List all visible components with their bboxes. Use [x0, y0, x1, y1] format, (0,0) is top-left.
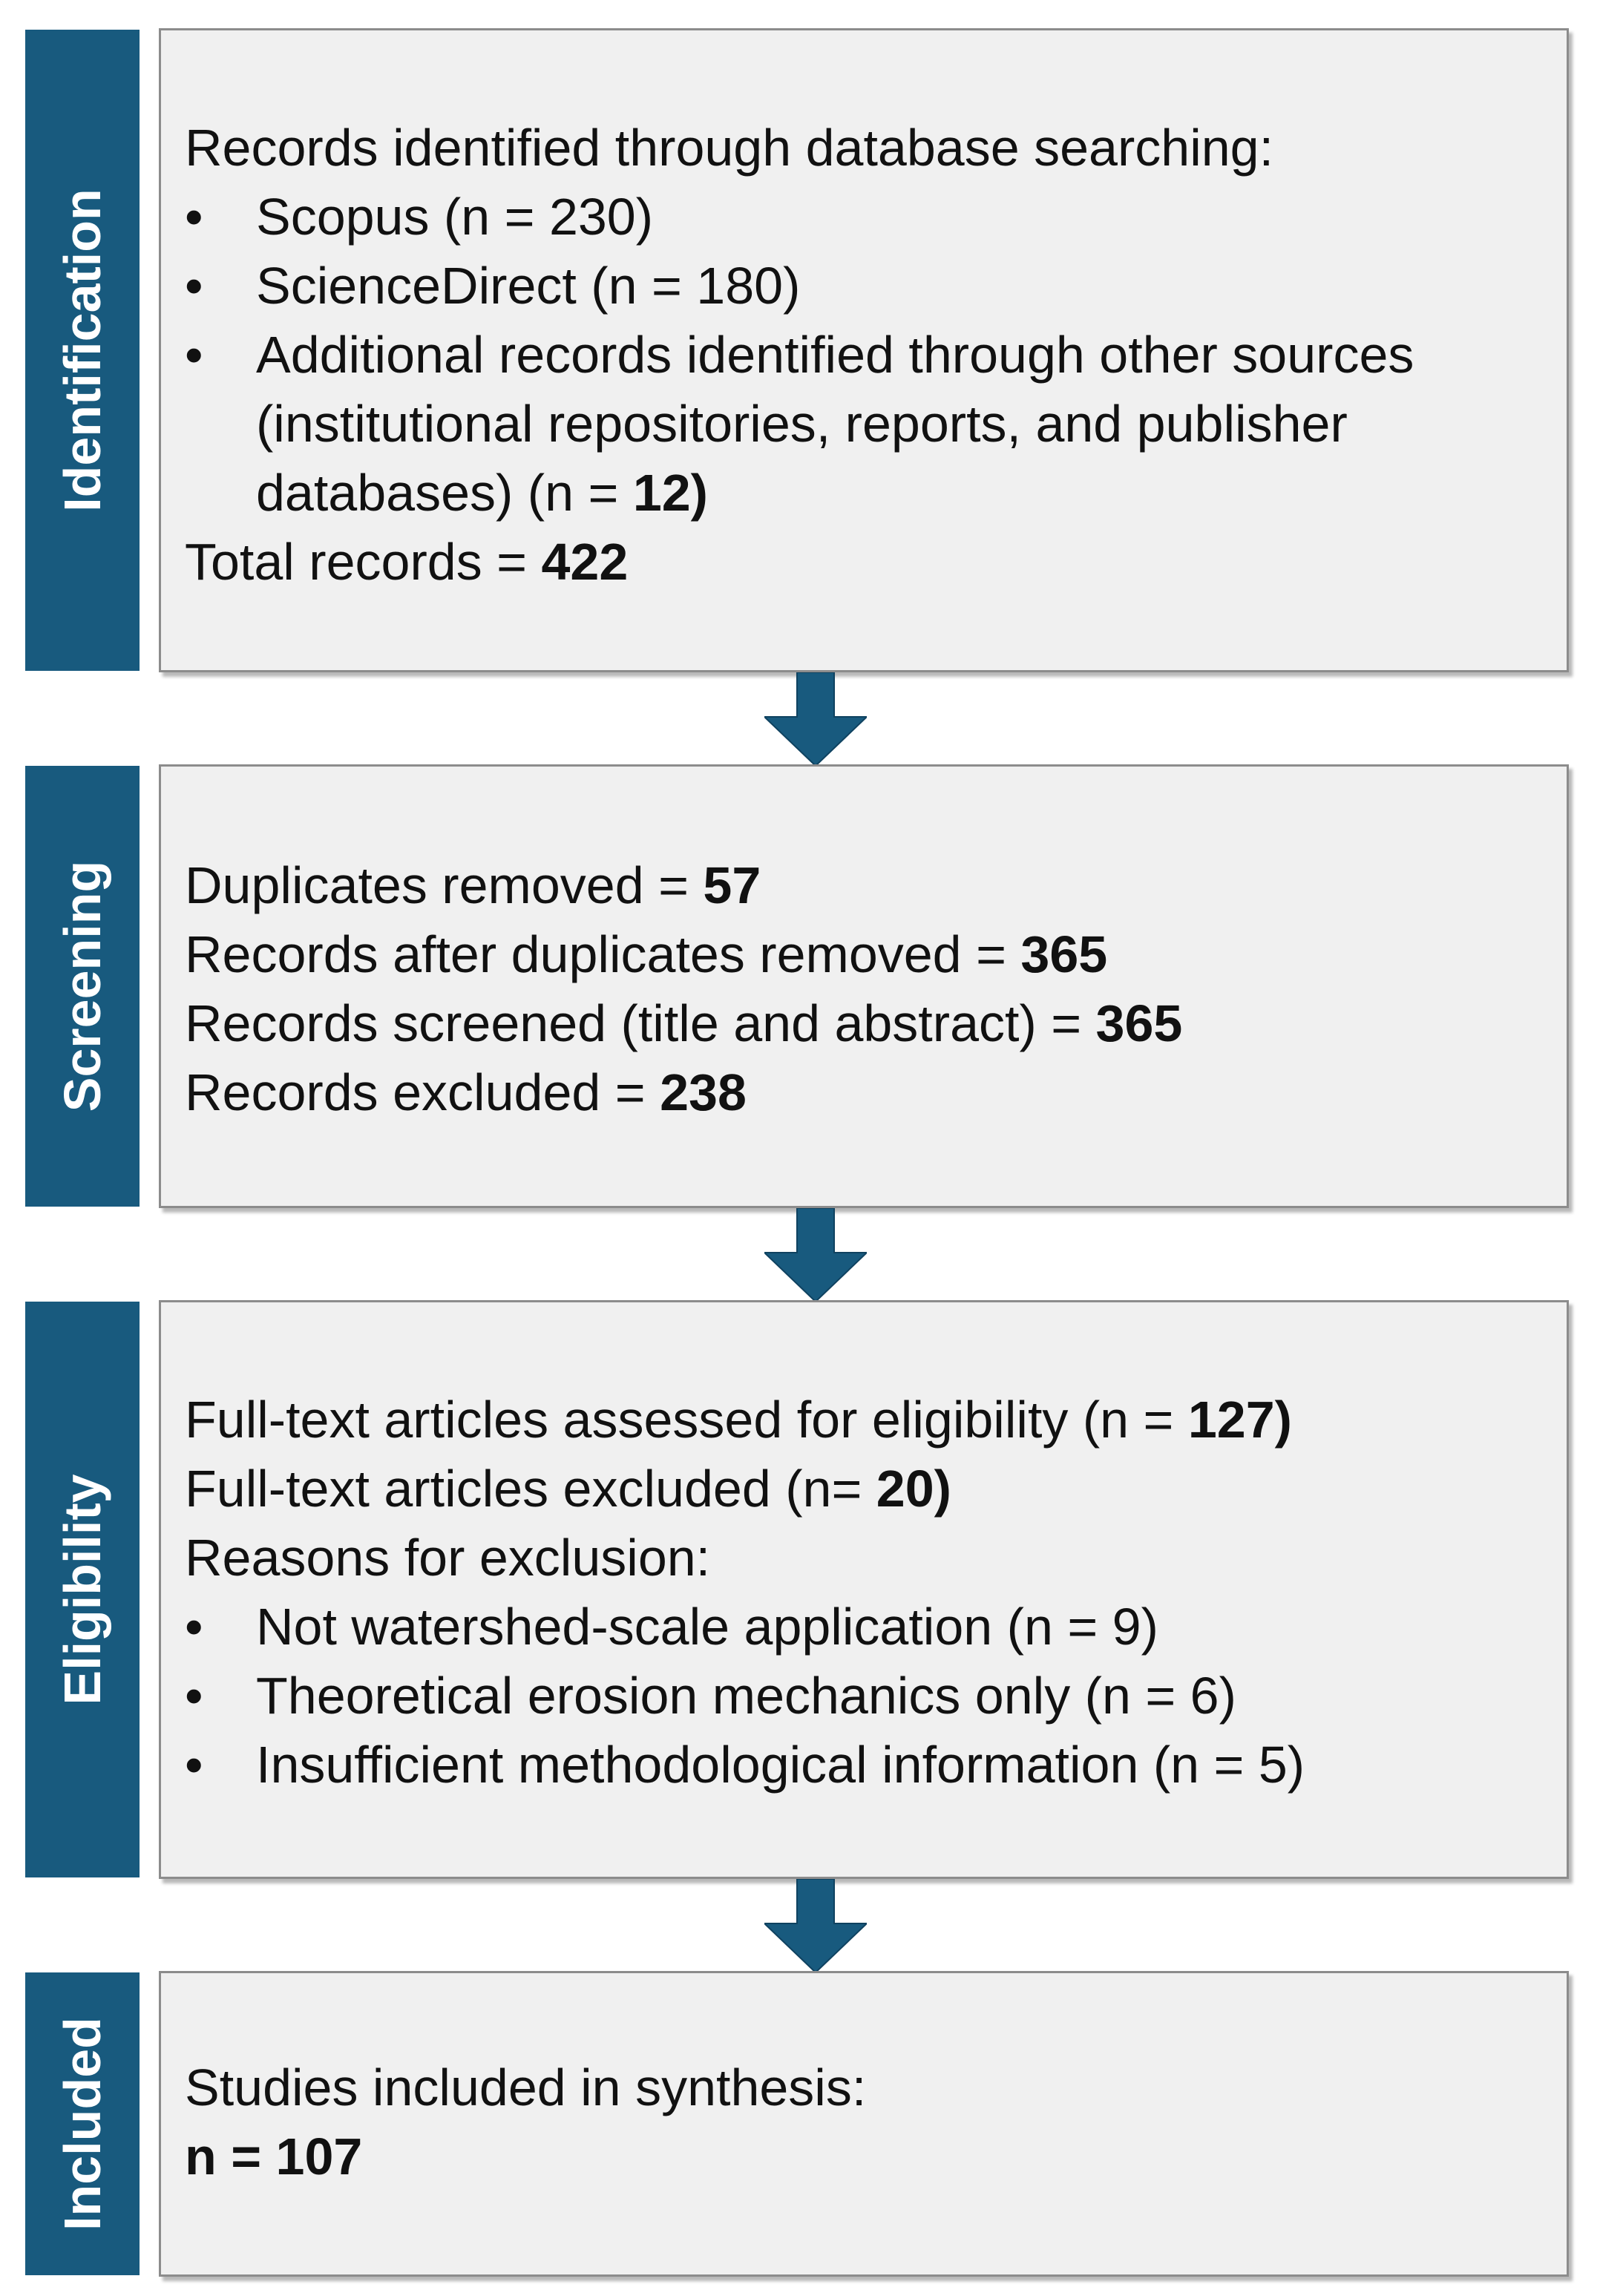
stage-label-screening-text: Screening	[53, 860, 111, 1112]
included-count	[185, 2122, 1552, 2191]
total-label: Total records =	[185, 533, 542, 591]
line-value: 365	[1095, 994, 1183, 1052]
stage-label-screening	[25, 766, 140, 1207]
stage-label-eligibility	[25, 1302, 140, 1877]
bullet-dot: •	[185, 257, 203, 315]
screening-records-excluded	[185, 1058, 1552, 1127]
identification-bullet-scopus	[185, 183, 1552, 252]
screening-records-after-duplicates	[185, 920, 1552, 989]
screening-records-screened	[185, 989, 1552, 1058]
bullet-dot: •	[185, 1736, 203, 1794]
eligibility-reason-theoretical	[185, 1662, 1552, 1731]
line-value: 127)	[1187, 1391, 1292, 1449]
line-value: 238	[660, 1063, 747, 1121]
down-arrow-2	[764, 1208, 867, 1302]
included-count-value: n = 107	[185, 2128, 363, 2185]
stage-label-included-text: Included	[53, 2017, 111, 2231]
stage-label-identification	[25, 30, 140, 671]
identification-bullet-sciencedirect	[185, 252, 1552, 321]
eligibility-reason-watershed	[185, 1593, 1552, 1662]
bullet-dot: •	[185, 1667, 203, 1725]
bullet-dot: •	[185, 326, 203, 384]
line-text: Records screened (title and abstract) =	[185, 994, 1096, 1052]
bullet-text: Additional records identified through other sources (institutional repositories, reports, and publisher databases) (n =	[256, 326, 1414, 522]
eligibility-box	[159, 1300, 1569, 1879]
eligibility-assessed	[185, 1385, 1552, 1454]
arrow-shape	[764, 1879, 867, 1972]
bullet-dot: •	[185, 188, 203, 246]
identification-total	[185, 528, 1552, 597]
line-value: 20)	[876, 1460, 951, 1518]
line-text: Full-text articles excluded (n=	[185, 1460, 876, 1518]
line-text: Reasons for exclusion:	[185, 1529, 711, 1587]
arrow-shape	[764, 1208, 867, 1302]
line-value: 57	[703, 856, 761, 914]
down-arrow-1	[764, 672, 867, 766]
bullet-text: Scopus (n = 230)	[256, 188, 654, 246]
bullet-text: Insufficient methodological information (n = 5)	[256, 1736, 1305, 1794]
bullet-count: 12)	[632, 464, 708, 522]
identification-box	[159, 28, 1569, 672]
total-value: 422	[541, 533, 629, 591]
stage-label-eligibility-text: Eligibility	[53, 1474, 111, 1705]
eligibility-reasons-heading	[185, 1523, 1552, 1593]
bullet-text: ScienceDirect (n = 180)	[256, 257, 801, 315]
screening-box	[159, 764, 1569, 1208]
included-box	[159, 1971, 1569, 2277]
identification-bullet-other-sources	[185, 321, 1552, 528]
line-text: Duplicates removed =	[185, 856, 704, 914]
screening-duplicates-removed	[185, 851, 1552, 920]
line-value: 365	[1020, 925, 1108, 983]
line-text: Records after duplicates removed =	[185, 925, 1021, 983]
bullet-text: Not watershed-scale application (n = 9)	[256, 1598, 1158, 1656]
eligibility-excluded	[185, 1454, 1552, 1523]
included-heading: Studies included in synthesis:	[185, 2059, 867, 2116]
stage-label-included	[25, 1972, 140, 2275]
bullet-text: Theoretical erosion mechanics only (n = 6)	[256, 1667, 1236, 1725]
arrow-shape	[764, 672, 867, 766]
bullet-dot: •	[185, 1598, 203, 1656]
down-arrow-3	[764, 1879, 867, 1972]
line-text: Records excluded =	[185, 1063, 660, 1121]
stage-label-identification-text: Identification	[53, 188, 111, 512]
identification-heading: Records identified through database searching:	[185, 119, 1274, 177]
eligibility-reason-methodological	[185, 1731, 1552, 1800]
line-text: Full-text articles assessed for eligibility (n =	[185, 1391, 1188, 1449]
